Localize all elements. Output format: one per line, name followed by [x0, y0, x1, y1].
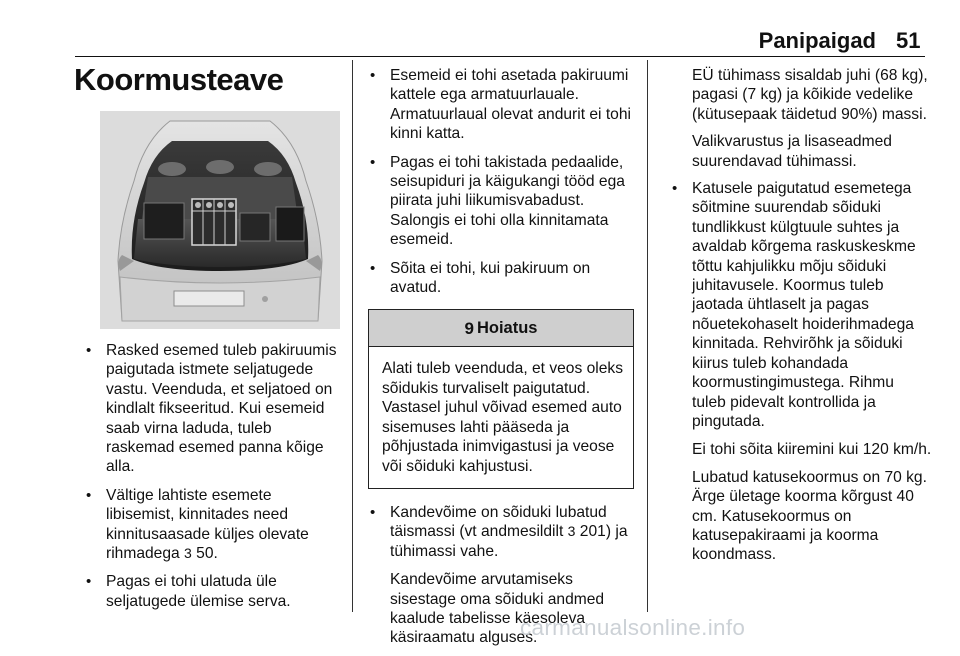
bullet-icon: •	[370, 503, 376, 521]
bullet-open-trunk	[368, 259, 634, 298]
column-1	[84, 341, 342, 620]
column-divider-right	[647, 60, 648, 612]
column-divider-left	[352, 60, 353, 612]
bullet-icon: •	[86, 486, 92, 504]
bullet-cover-dashboard	[368, 66, 634, 144]
bullet-text: Kandevõime on sõiduki lubatud täismassi (vt andmesildilt	[390, 503, 607, 541]
warning-body: Alati tuleb veenduda, et veos oleks sõidukis turvaliselt paigutatud. Vastasel juhul võivad esemed auto sisemuses lahti pääseda ja põhjustada inimvigastusi ja veose või sõiduki kahjustusi.	[382, 360, 623, 475]
page-ref-link[interactable]: 201	[579, 523, 606, 541]
bullet-icon: •	[370, 153, 376, 171]
page-ref-link[interactable]: 50	[196, 545, 214, 563]
bullet-pedals	[368, 153, 634, 250]
warning-box	[368, 309, 634, 488]
page-header-title: Panipaigad	[758, 28, 876, 53]
bullet-text-end: .	[213, 545, 218, 563]
car-rear-loaded-trunk-image	[100, 111, 340, 329]
bullet-text: Rasked esemed tuleb pakiruumis paigutada istmete seljatugede vastu. Veenduda, et seljatoed on kindlalt fikseeritud. Kui esemeid saab virna laduda, tuleb raskemad esemed panna kõige alla.	[106, 342, 337, 476]
bullet-text: Sõita ei tohi, kui pakiruum on avatud.	[390, 259, 591, 297]
bullet-seatback-height	[84, 572, 342, 611]
page-ref-arrow-icon: 3	[184, 545, 192, 562]
payload-calculation-paragraph: Kandevõime arvutamiseks sisestage oma sõiduki andmed kaalude tabelisse käesoleva käsiraamatu alguses.	[390, 571, 605, 647]
bullet-secure-items	[84, 486, 342, 564]
bullet-icon: •	[86, 573, 92, 591]
watermark: carmanualsonline.info	[520, 615, 746, 640]
bullet-text: Esemeid ei tohi asetada pakiruumi kattele ega armatuurlauale. Armatuurlaual olevat andurit ei tohi kinni katta.	[390, 67, 631, 143]
column-2	[368, 66, 634, 656]
optional-equipment-paragraph: Valikvarustus ja lisaseadmed suurendavad tühimassi.	[692, 133, 892, 170]
bullet-text: Pagas ei tohi ulatuda üle seljatugede ülemise serva.	[106, 573, 291, 610]
bullet-text: Pagas ei tohi takistada pedaalide, seisupiduri ja käigukangi tööd ega piirata juhi liikumisvabadust. Salongis ei tohi olla kinnitamata esemeid.	[390, 153, 625, 249]
speed-limit-paragraph: Ei tohi sõita kiiremini kui 120 km/h.	[692, 441, 932, 459]
roof-load-limit-paragraph: Lubatud katusekoormus on 70 kg. Ärge ületage koorma kõrgust 40 cm. Katusekoormus on katusepakiraami ja koorma koondmass.	[692, 468, 927, 564]
bullet-icon: •	[672, 180, 678, 198]
column-3	[670, 66, 932, 573]
section-title: Koormusteave	[74, 62, 284, 97]
warning-triangle-icon: 9	[464, 318, 474, 338]
page-ref-arrow-icon: 3	[567, 523, 576, 540]
warning-header	[369, 310, 633, 347]
bullet-text: Vältige lahtiste esemete libisemist, kinnitades need kinnitusaasade küljes olevate rihmadega	[106, 486, 309, 563]
page-number: 51	[896, 28, 921, 53]
empty-weight-paragraph: EÜ tühimass sisaldab juhi (68 kg), pagasi (7 kg) ja kõikide vedelike (kütusepaak täidetud 90%) massi.	[692, 67, 928, 123]
bullet-text-end: ) ja tühimassi vahe.	[390, 523, 628, 560]
bullet-text: Katusele paigutatud esemetega sõitmine suurendab sõiduki tundlikkust külgtuule suhtes ja avaldab kõrgema raskuskeskme tõttu kahjulikku mõju sõiduki juhitavusele. Koormus tuleb jaotada ühtlaselt ja pagas nõuetekohaselt hoiderihmadega kinnitada. Rehvirõhk ja sõiduki kiirus tuleb kohandada koormustingimustega. Rihmu tuleb pidevalt kontrollida ja pingutada.	[692, 180, 916, 430]
header-rule	[75, 56, 925, 57]
bullet-icon: •	[370, 67, 376, 84]
bullet-icon: •	[86, 342, 92, 359]
bullet-heavy-items	[84, 341, 342, 477]
bullet-roof-load	[670, 179, 932, 431]
warning-title: Hoiatus	[476, 318, 538, 337]
bullet-icon: •	[370, 259, 376, 277]
trunk-illustration	[100, 111, 340, 329]
bullet-payload	[368, 503, 634, 561]
